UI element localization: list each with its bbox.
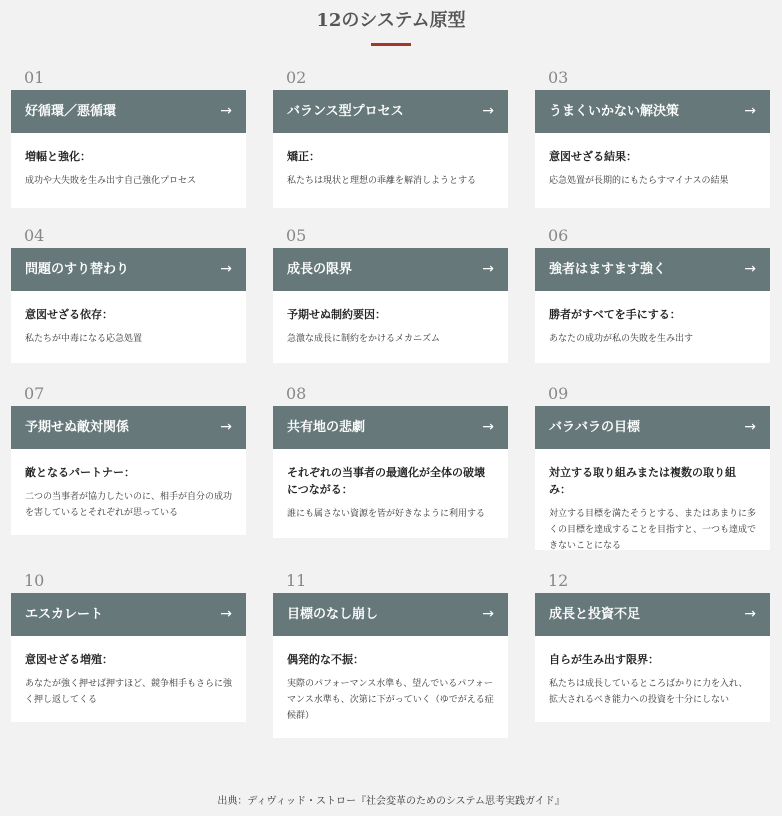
arrow-right-icon: → bbox=[482, 261, 494, 277]
card-title: 好循環／悪循環 bbox=[25, 104, 117, 119]
card-subtitle: 意図せざる結果： bbox=[549, 150, 637, 163]
card-number: 06 bbox=[548, 226, 569, 245]
card-header-link[interactable] bbox=[535, 248, 770, 291]
card-number: 10 bbox=[24, 571, 45, 590]
title-underline bbox=[371, 43, 411, 46]
arrow-right-icon: → bbox=[220, 261, 232, 277]
card-number: 12 bbox=[548, 571, 569, 590]
card-title: 成長の限界 bbox=[287, 262, 353, 277]
card-subtitle: 意図せざる依存： bbox=[25, 308, 113, 321]
card-subtitle: 敵となるパートナー： bbox=[25, 466, 135, 479]
card-header-link[interactable] bbox=[11, 90, 246, 133]
card-number: 01 bbox=[24, 68, 45, 87]
card-description: 私たちが中毒になる応急処置 bbox=[25, 334, 143, 344]
card-title: バランス型プロセス bbox=[287, 104, 404, 119]
card-title: 問題のすり替わり bbox=[25, 262, 130, 277]
card-subtitle: 増幅と強化： bbox=[25, 150, 91, 163]
arrow-right-icon: → bbox=[482, 419, 494, 435]
card-title: 成長と投資不足 bbox=[549, 607, 641, 622]
card-subtitle: 偶発的な不振： bbox=[287, 653, 364, 666]
card-header-link[interactable] bbox=[11, 406, 246, 449]
card-description: 私たちは成長しているところばかりに力を入れ、拡大されるべき能力への投資を十分にしない bbox=[549, 679, 748, 705]
card-number: 08 bbox=[286, 384, 307, 403]
arrow-right-icon: → bbox=[482, 606, 494, 622]
card-number: 07 bbox=[24, 384, 45, 403]
arrow-right-icon: → bbox=[482, 103, 494, 119]
card-number: 09 bbox=[548, 384, 569, 403]
card-body bbox=[535, 449, 770, 550]
arrow-right-icon: → bbox=[744, 419, 756, 435]
source-citation: 出典：ディヴィッド・ストロー『社会変革のためのシステム思考実践ガイド』 bbox=[217, 796, 565, 807]
card-header-link[interactable] bbox=[273, 248, 508, 291]
card-description: 成功や大失敗を生み出す自己強化プロセス bbox=[25, 176, 197, 186]
card-body bbox=[273, 636, 508, 738]
card-title: 共有地の悲劇 bbox=[287, 420, 366, 435]
card-title: エスカレート bbox=[25, 607, 104, 622]
card-title: 強者はますます強く bbox=[549, 262, 667, 277]
card-body bbox=[535, 133, 770, 208]
arrow-right-icon: → bbox=[220, 419, 232, 435]
card-body bbox=[11, 636, 246, 722]
card-body bbox=[273, 449, 508, 538]
card-body bbox=[11, 291, 246, 363]
card-subtitle: 意図せざる増殖： bbox=[25, 653, 113, 666]
card-number: 02 bbox=[286, 68, 307, 87]
card-description: あなたが強く押せば押すほど、競争相手もさらに強く押し返してくる bbox=[25, 679, 233, 705]
card-subtitle: 勝者がすべてを手にする： bbox=[549, 308, 681, 321]
arrow-right-icon: → bbox=[744, 103, 756, 119]
arrow-right-icon: → bbox=[744, 606, 756, 622]
card-header-link[interactable] bbox=[273, 593, 508, 636]
card-header-link[interactable] bbox=[535, 406, 770, 449]
card-subtitle: 対立する取り組みまたは複数の取り組み： bbox=[549, 466, 736, 496]
card-description: 対立する目標を満たそうとする、またはあまりに多くの目標を達成することを目指すと、一つも達成できないことになる bbox=[549, 509, 757, 551]
arrow-right-icon: → bbox=[220, 103, 232, 119]
card-description: あなたの成功が私の失敗を生み出す bbox=[549, 334, 694, 344]
card-header-link[interactable] bbox=[535, 593, 770, 636]
card-body bbox=[535, 291, 770, 363]
card-description: 応急処置が長期的にもたらすマイナスの結果 bbox=[549, 176, 729, 186]
card-body bbox=[535, 636, 770, 722]
card-title: 予期せぬ敵対関係 bbox=[25, 420, 130, 435]
card-body bbox=[273, 133, 508, 208]
card-subtitle: 矯正： bbox=[287, 150, 320, 163]
card-title: 目標のなし崩し bbox=[287, 607, 379, 622]
card-description: 二つの当事者が協力したいのに、相手が自分の成功を害しているとそれぞれが思っている bbox=[25, 492, 233, 518]
card-number: 11 bbox=[286, 571, 307, 590]
card-body bbox=[11, 449, 246, 535]
card-description: 誰にも属さない資源を皆が好きなように利用する bbox=[287, 509, 486, 519]
card-subtitle: 自らが生み出す限界： bbox=[549, 653, 659, 666]
card-number: 03 bbox=[548, 68, 569, 87]
card-body bbox=[11, 133, 246, 208]
arrow-right-icon: → bbox=[220, 606, 232, 622]
card-header-link[interactable] bbox=[273, 90, 508, 133]
card-title: うまくいかない解決策 bbox=[549, 104, 680, 119]
card-header-link[interactable] bbox=[11, 593, 246, 636]
card-number: 04 bbox=[24, 226, 45, 245]
card-description: 実際のパフォーマンス水準も、望んでいるパフォーマンス水準も、次第に下がっていく（ゆでがえる症候群） bbox=[287, 679, 494, 721]
card-description: 急激な成長に制約をかけるメカニズム bbox=[287, 334, 441, 344]
card-header-link[interactable] bbox=[273, 406, 508, 449]
arrow-right-icon: → bbox=[744, 261, 756, 277]
card-number: 05 bbox=[286, 226, 307, 245]
page-title: 12のシステム原型 bbox=[316, 10, 466, 31]
card-subtitle: それぞれの当事者の最適化が全体の破壊につながる： bbox=[287, 466, 485, 496]
card-body bbox=[273, 291, 508, 363]
card-subtitle: 予期せぬ制約要因： bbox=[287, 308, 386, 321]
card-header-link[interactable] bbox=[11, 248, 246, 291]
card-header-link[interactable] bbox=[535, 90, 770, 133]
card-title: バラバラの目標 bbox=[549, 420, 641, 435]
card-description: 私たちは現状と理想の乖離を解消しようとする bbox=[287, 176, 477, 186]
